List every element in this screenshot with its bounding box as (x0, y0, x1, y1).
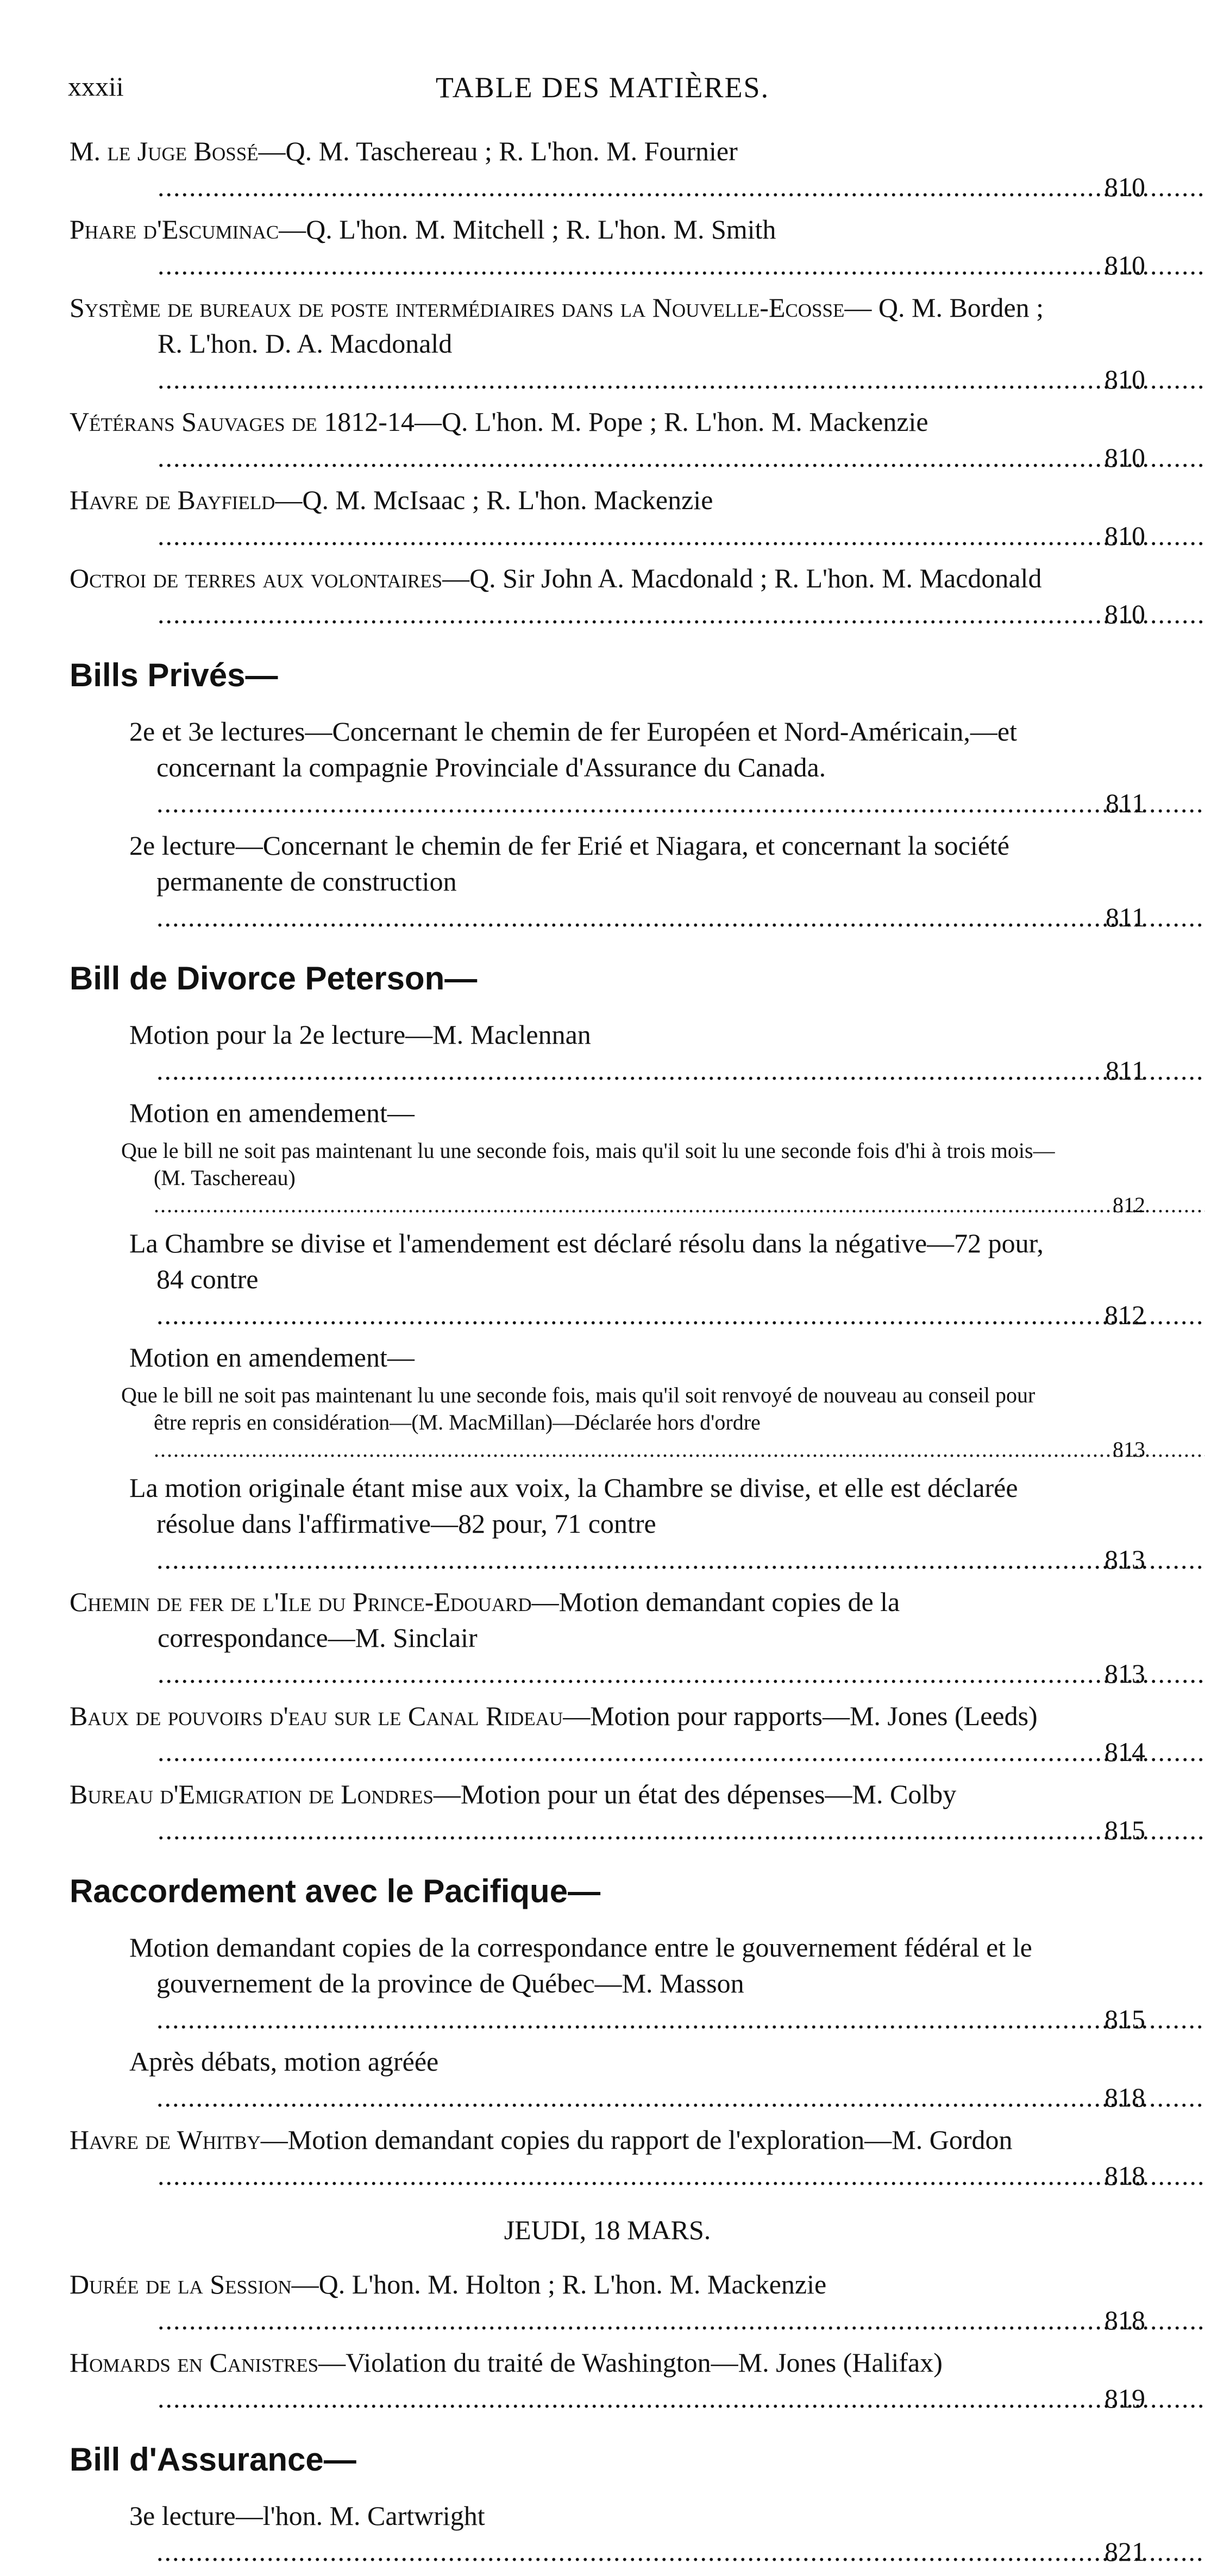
page-ref: 813 (1104, 1544, 1145, 1575)
entry-text: —Motion pour rapports—M. Jones (Leeds) ..... (158, 1701, 1205, 1767)
entry-heading: Octroi de terres aux volontaires (70, 563, 443, 593)
entry-text: 2e et 3e lectures—Concernant le chemin de fer Européen et Nord-Américain,—et concernant la compagnie Provinciale d'Assurance du Canada. ..... (129, 716, 1205, 818)
page-ref: 810 (1104, 442, 1145, 473)
toc-entry (129, 2044, 1145, 2115)
section-heading-assurance: Bill d'Assurance— (70, 2441, 356, 2478)
entry-text: —Q. Sir John A. Macdonald ; R. L'hon. M. Macdonald ..... (158, 563, 1205, 629)
toc-entry (70, 2122, 1145, 2193)
entry-heading: Havre de Whitby (70, 2124, 261, 2155)
toc-entry (70, 2345, 1145, 2416)
entry-text: La Chambre se divise et l'amendement est déclaré résolu dans la négative—72 pour, 84 contre ..... (129, 1228, 1205, 1330)
page-ref: 810 (1104, 172, 1145, 202)
amendment-label: Motion en amendement— (129, 1342, 415, 1372)
entry-text: —Motion demandant copies de la correspondance—M. Sinclair ..... (158, 1587, 1205, 1689)
entry-heading: Système de bureaux de poste intermédiaires dans la Nouvelle-Ecosse (70, 292, 845, 323)
page-number: xxxii (68, 71, 124, 102)
toc-entry (70, 1776, 1145, 1848)
page-ref: 821 (1104, 2536, 1145, 2567)
toc-entry (70, 2266, 1145, 2338)
page-ref: 810 (1104, 521, 1145, 551)
page-ref: 815 (1104, 1815, 1145, 1845)
toc-entry (129, 1017, 1145, 1088)
toc-body (70, 133, 1145, 2576)
entry-text: Motion pour la 2e lecture—M. Maclennan ..... (129, 1019, 1205, 1086)
page-ref: 815 (1104, 2004, 1145, 2034)
section-heading-pacifique: Raccordement avec le Pacifique— (70, 1873, 601, 1909)
page-ref: 818 (1104, 2160, 1145, 2191)
toc-entry (121, 1382, 1145, 1463)
entry-heading: Vétérans Sauvages de 1812-14 (70, 406, 415, 437)
page-header (68, 71, 1137, 114)
page-ref: 810 (1104, 599, 1145, 629)
entry-heading: Phare d'Escuminac (70, 214, 279, 245)
toc-entry (70, 560, 1145, 632)
entry-text: —Q. L'hon. M. Holton ; R. L'hon. M. Mackenzie ..... (158, 2269, 1205, 2335)
entry-text: —Q. L'hon. M. Pope ; R. L'hon. M. Mackenzie ..... (158, 406, 1205, 473)
page-ref: 812 (1104, 1300, 1145, 1330)
page-ref: 811 (1105, 902, 1145, 932)
entry-text: — Q. M. Borden ; R. L'hon. D. A. Macdonald ..... (158, 292, 1205, 394)
entry-text: Motion demandant copies de la correspondance entre le gouvernement fédéral et le gouvernement de la province de Québec—M. Masson ..... (129, 1932, 1205, 2034)
entry-heading: Baux de pouvoirs d'eau sur le Canal Rideau (70, 1701, 563, 1731)
toc-entry (70, 1698, 1145, 1770)
page-ref: 819 (1104, 2383, 1145, 2414)
toc-entry (70, 1584, 1145, 1691)
entry-heading: Havre de Bayfield (70, 485, 275, 515)
running-title: TABLE DES MATIÈRES. (435, 71, 770, 104)
page-ref: 818 (1104, 2082, 1145, 2113)
entry-text: —Violation du traité de Washington—M. Jones (Halifax) ..... (158, 2347, 1205, 2414)
toc-entry (70, 404, 1145, 475)
entry-text: 3e lecture—l'hon. M. Cartwright ..... (129, 2500, 1205, 2567)
entry-text: —Q. M. Taschereau ; R. L'hon. M. Fournier ..... (158, 136, 1205, 202)
section-heading-bills-prives: Bills Privés— (70, 657, 278, 693)
entry-text: La motion originale étant mise aux voix, la Chambre se divise, et elle est déclarée résolue dans l'affirmative—82 pour, 71 contre ..... (129, 1472, 1205, 1575)
entry-text: —Motion pour un état des dépenses—M. Colby ..... (158, 1779, 1205, 1845)
toc-entry (129, 713, 1145, 821)
toc-entry (70, 133, 1145, 205)
page-ref: 811 (1105, 1055, 1145, 1086)
toc-entry (129, 828, 1145, 935)
page-ref: 818 (1104, 2305, 1145, 2335)
section-heading-divorce: Bill de Divorce Peterson— (70, 960, 478, 996)
toc-entry (129, 1929, 1145, 2037)
entry-heading: M. le Juge Bossé (70, 136, 259, 166)
amendment-label: Motion en amendement— (129, 1098, 415, 1128)
page-ref: 810 (1104, 364, 1145, 394)
toc-entry (129, 2498, 1145, 2569)
toc-entry (70, 211, 1145, 283)
entry-text: —Q. L'hon. M. Mitchell ; R. L'hon. M. Smith ..... (158, 214, 1205, 280)
toc-entry (121, 1137, 1145, 1219)
toc-entry (129, 1225, 1145, 1333)
entry-text: Après débats, motion agréée ..... (129, 2046, 1205, 2113)
toc-entry (70, 290, 1145, 397)
entry-heading: Chemin de fer de l'Ile du Prince-Edouard (70, 1587, 532, 1617)
page-ref: 813 (1104, 1658, 1145, 1689)
page-ref: 810 (1104, 250, 1145, 280)
page-ref: 813 (1113, 1437, 1145, 1462)
page-ref: 812 (1113, 1193, 1145, 1217)
entry-text: 2e lecture—Concernant le chemin de fer Erié et Niagara, et concernant la société permanente de construction ..... (129, 830, 1205, 932)
toc-entry (129, 1470, 1145, 1577)
entry-text: —Motion demandant copies du rapport de l'exploration—M. Gordon ..... (158, 2124, 1205, 2191)
page-ref: 814 (1104, 1737, 1145, 1767)
page-ref: 811 (1105, 788, 1145, 818)
entry-text: —Q. M. McIsaac ; R. L'hon. Mackenzie ..... (158, 485, 1205, 551)
entry-text: Que le bill ne soit pas maintenant lu une seconde fois, mais qu'il soit lu une seconde fois d'hi à trois mois—(M. Taschereau) ..... (121, 1138, 1205, 1217)
toc-entry (70, 482, 1145, 554)
entry-heading: Durée de la Session (70, 2269, 292, 2299)
date-heading: JEUDI, 18 MARS. (504, 2215, 711, 2245)
entry-heading: Homards en Canistres (70, 2347, 319, 2378)
entry-heading: Bureau d'Emigration de Londres (70, 1779, 434, 1809)
entry-text: Que le bill ne soit pas maintenant lu une seconde fois, mais qu'il soit renvoyé de nouveau au conseil pour être repris en considération—(M. MacMillan)—Déclarée hors d'ordre ..... (121, 1383, 1205, 1462)
